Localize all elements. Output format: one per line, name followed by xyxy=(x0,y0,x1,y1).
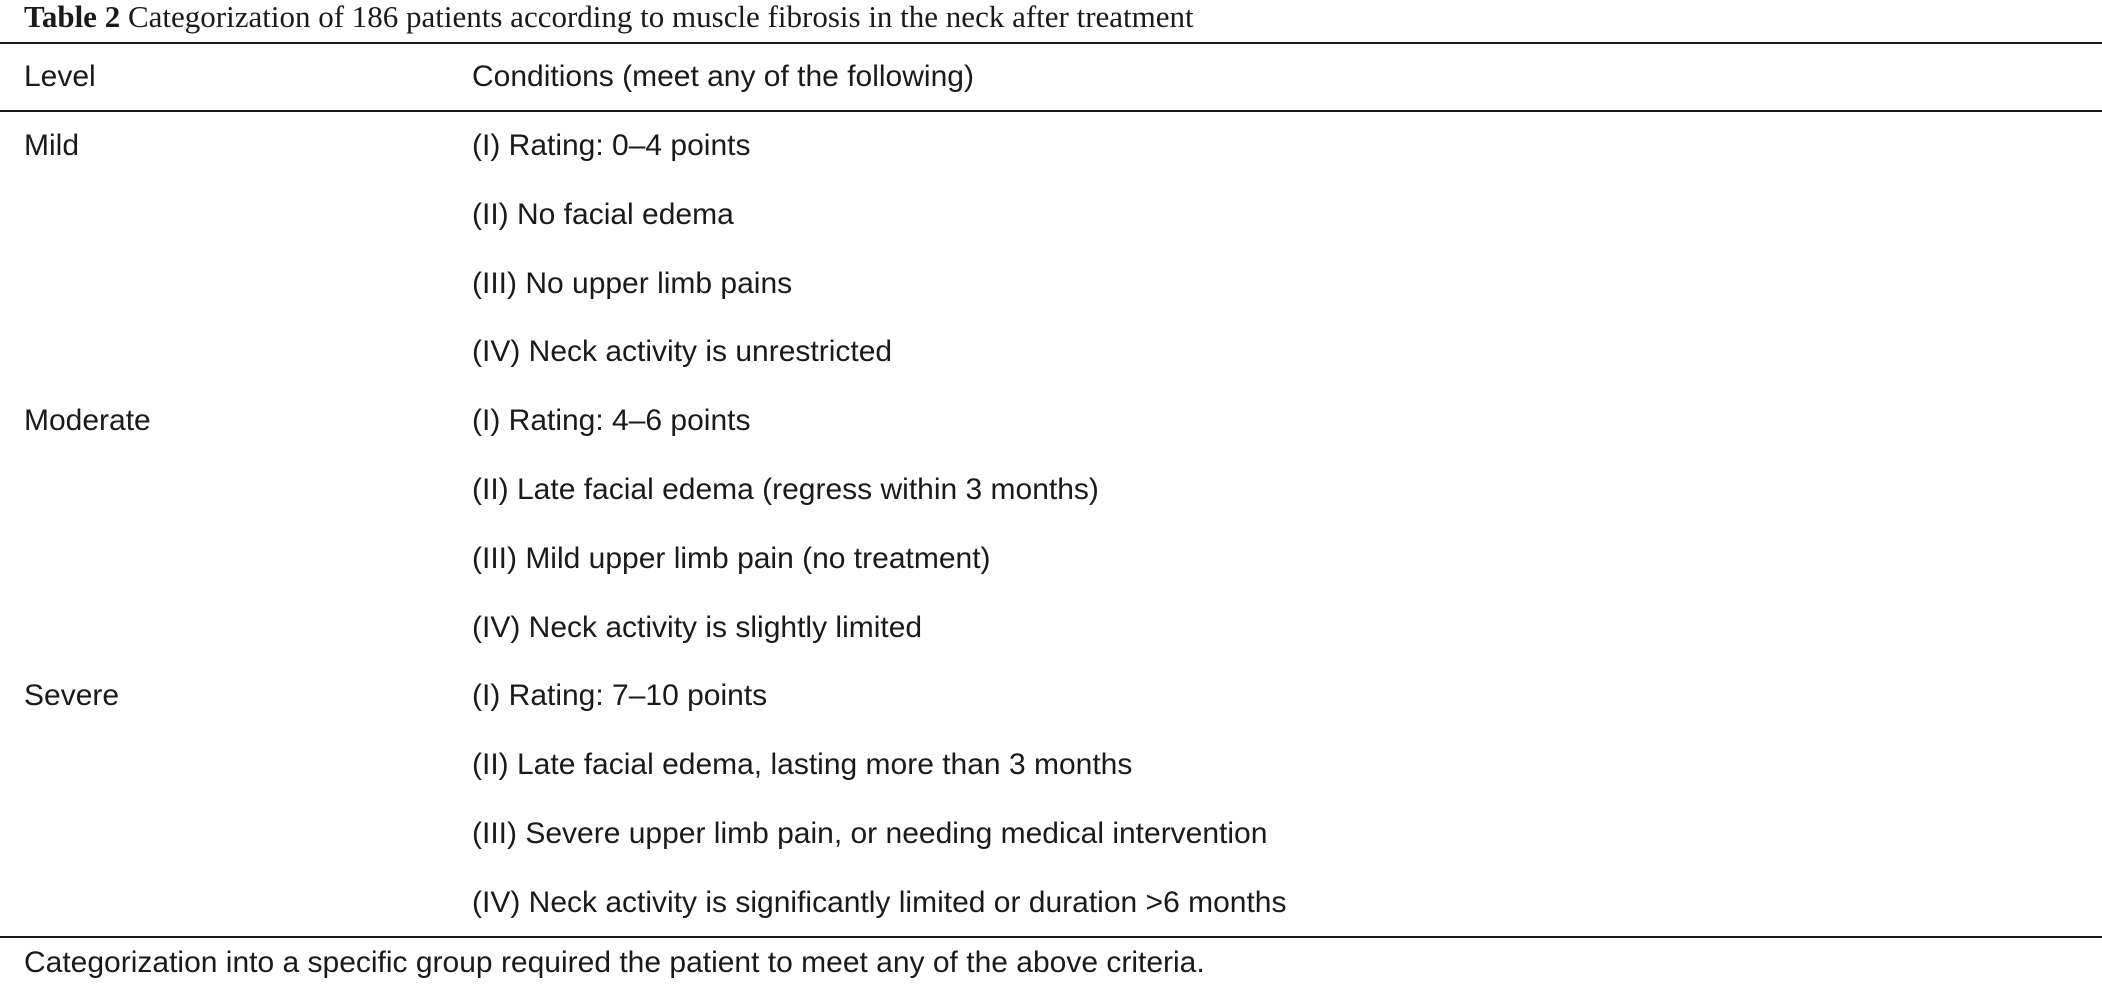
row-condition: (III) Severe upper limb pain, or needing medical intervention xyxy=(472,816,1268,850)
table-row xyxy=(0,456,2102,525)
row-condition: (I) Rating: 7–10 points xyxy=(472,679,768,713)
row-condition: (II) No facial edema xyxy=(472,197,734,231)
header-level: Level xyxy=(24,60,96,93)
table-header-row xyxy=(0,44,2102,110)
table-row xyxy=(0,525,2102,594)
table-body xyxy=(0,112,2102,938)
table-row xyxy=(0,318,2102,387)
row-level: Mild xyxy=(24,129,80,162)
row-condition: (III) No upper limb pains xyxy=(472,266,793,300)
row-condition: (III) Mild upper limb pain (no treatment) xyxy=(472,541,991,575)
row-condition: (IV) Neck activity is slightly limited xyxy=(472,610,923,644)
table-row xyxy=(0,800,2102,869)
header-conditions: Conditions (meet any of the following) xyxy=(472,60,974,93)
table-row xyxy=(0,594,2102,663)
table-row xyxy=(0,250,2102,319)
table-caption-label: Table 2 xyxy=(24,0,121,34)
table-bottom-rule xyxy=(0,936,2102,938)
row-condition: (I) Rating: 0–4 points xyxy=(472,129,751,162)
row-condition: (II) Late facial edema, lasting more than 3 months xyxy=(472,748,1133,782)
table-row xyxy=(0,869,2102,938)
row-condition: (I) Rating: 4–6 points xyxy=(472,404,751,438)
table-row xyxy=(0,181,2102,250)
table-row xyxy=(0,387,2102,456)
table-caption xyxy=(24,0,1194,38)
row-level: Moderate xyxy=(24,404,151,438)
row-level: Severe xyxy=(24,679,120,713)
table-row xyxy=(0,662,2102,731)
row-condition: (IV) Neck activity is significantly limited or duration >6 months xyxy=(472,885,1287,919)
table-row xyxy=(0,731,2102,800)
row-condition: (II) Late facial edema (regress within 3 months) xyxy=(472,472,1099,506)
table-row xyxy=(0,112,2102,181)
table-caption-text: Categorization of 186 patients according to muscle fibrosis in the neck after treatment xyxy=(127,0,1194,34)
row-condition: (IV) Neck activity is unrestricted xyxy=(472,335,893,369)
table-footnote: Categorization into a specific group required the patient to meet any of the above criteria. xyxy=(24,946,1205,979)
